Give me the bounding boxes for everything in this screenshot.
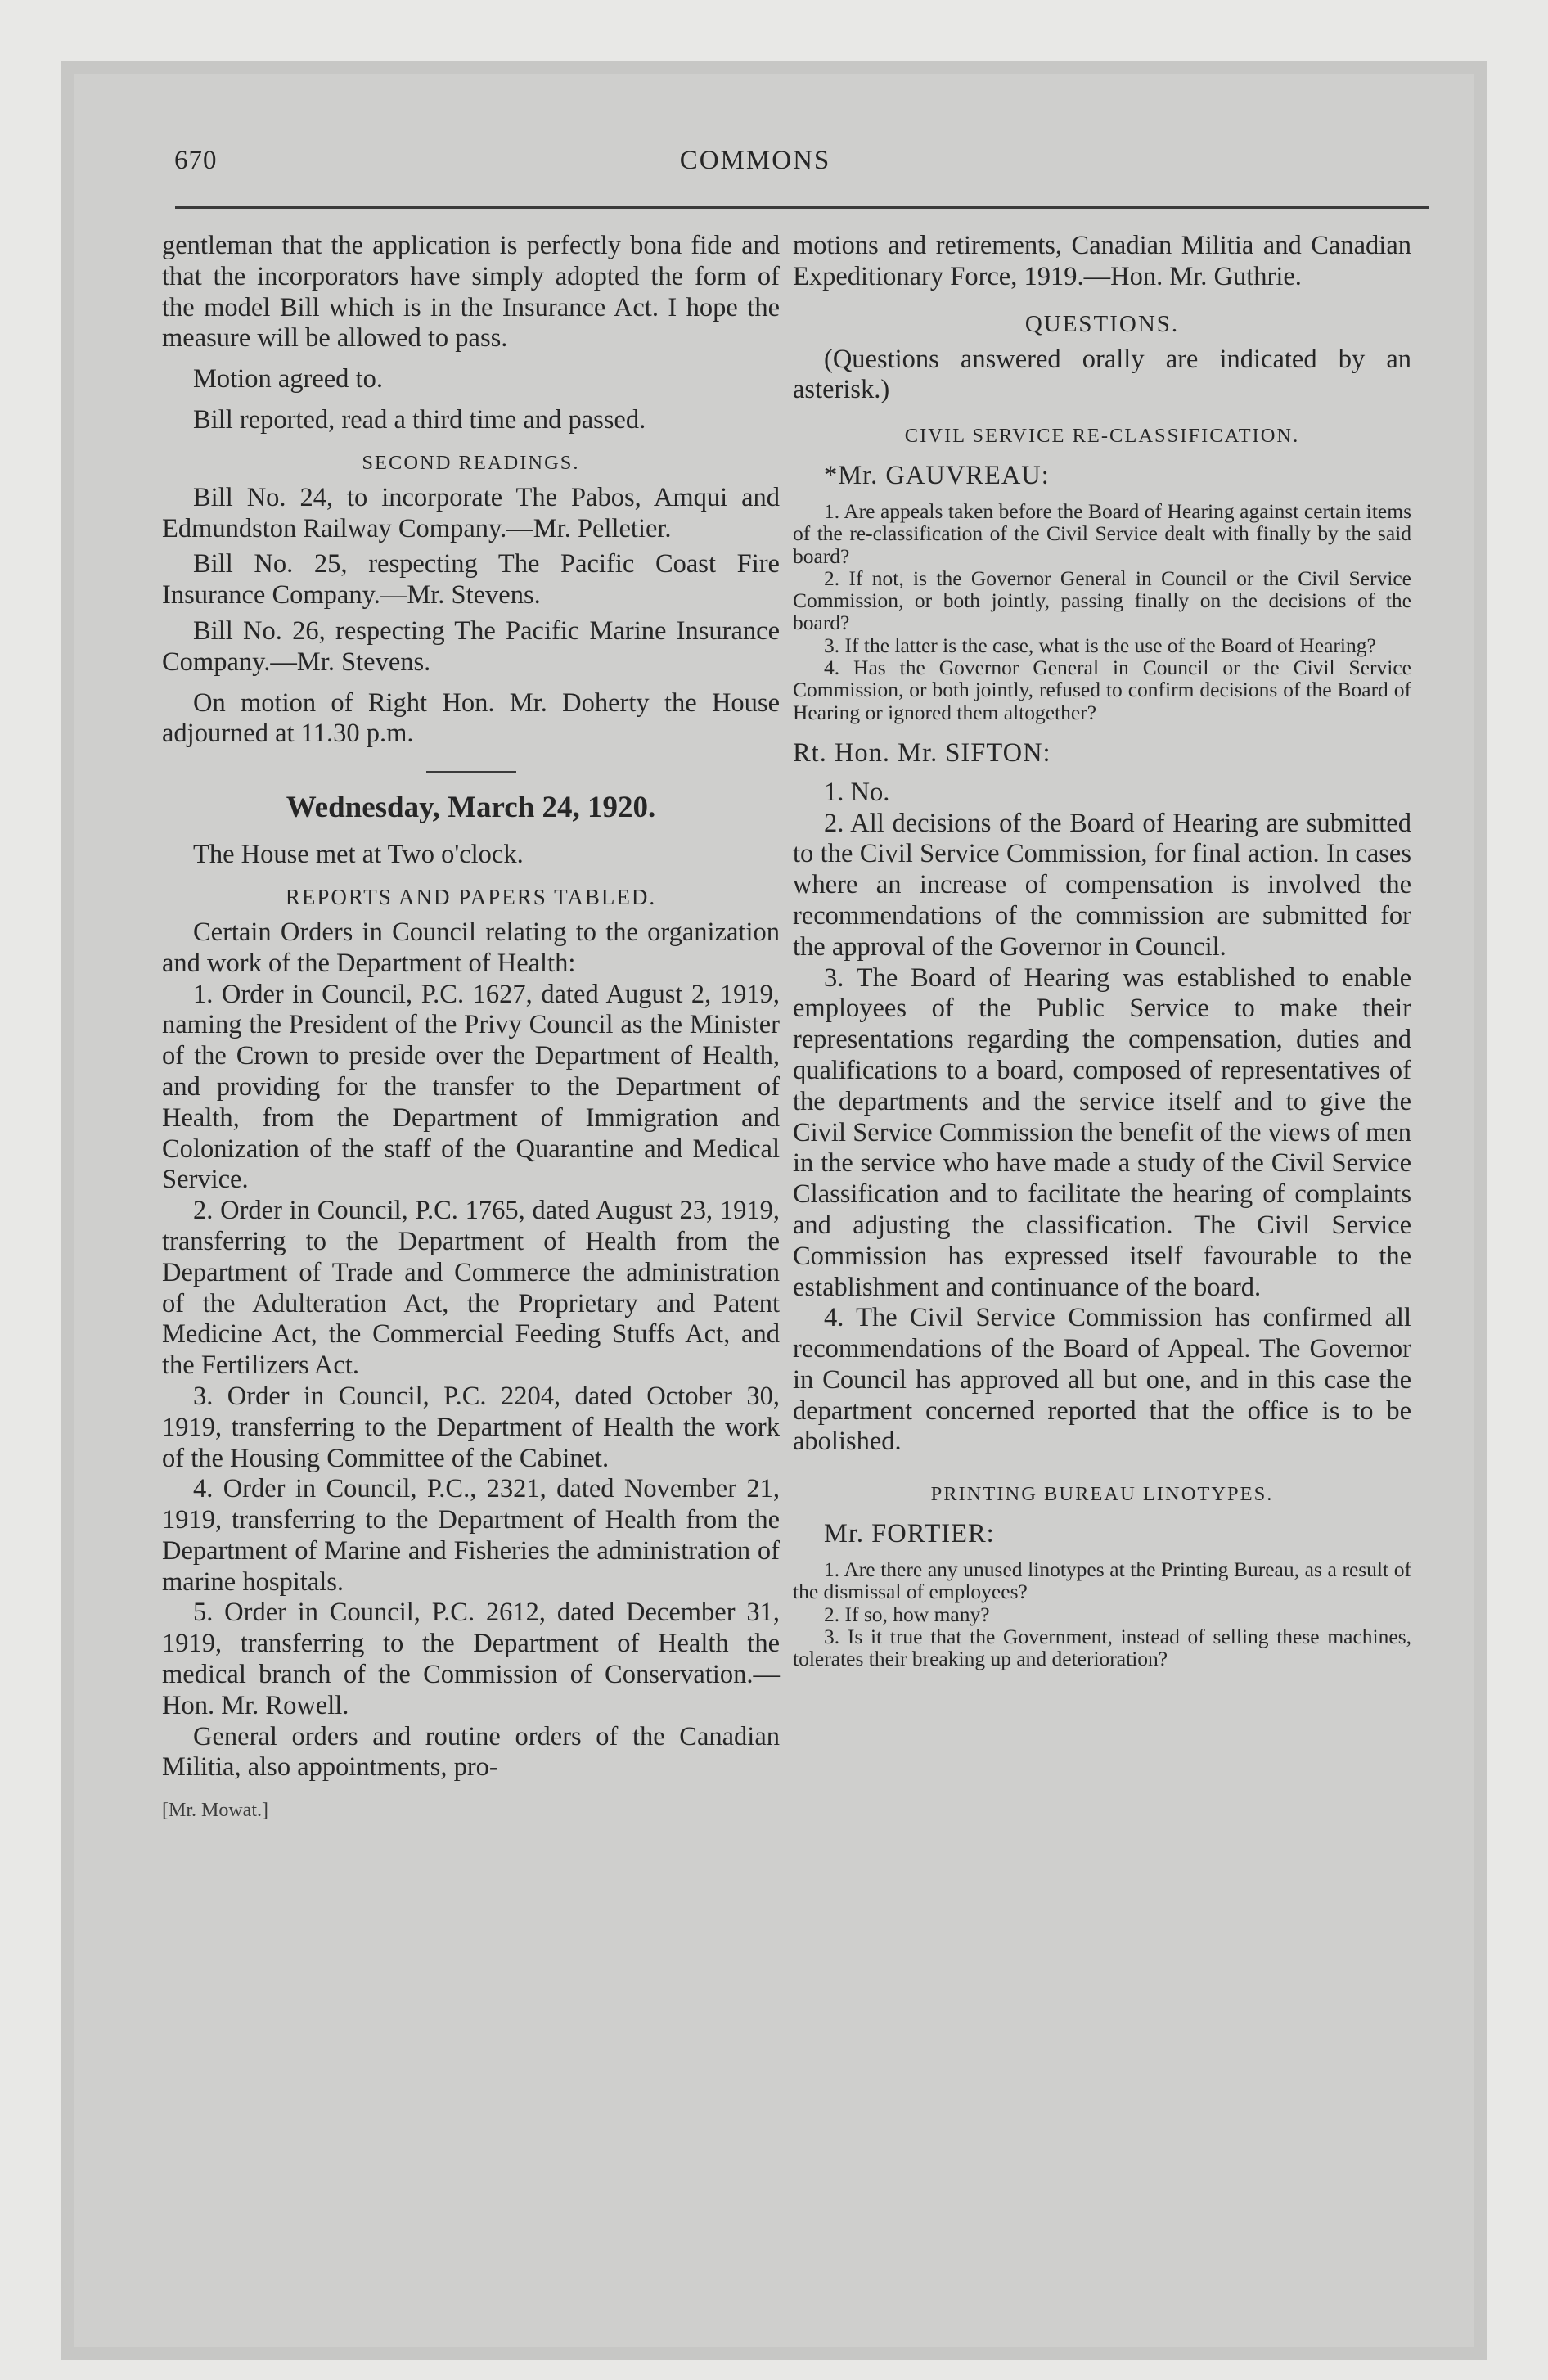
left-column xyxy=(162,231,780,1824)
general-orders-paragraph: General orders and routine orders of the Canadian Militia, also appointments, pro- xyxy=(162,1721,780,1783)
answer-item: 2. All decisions of the Board of Hearing are submitted to the Civil Service Commission, for final action. In cases where an increase of compensation is involved the recommendations of the commission are submitted for the approval of the Governor in Council. xyxy=(793,808,1411,962)
order-paragraph: 5. Order in Council, P.C. 2612, dated December 31, 1919, transferring to the Department of Health the medical branch of the Commission of Conservation.—Hon. Mr. Rowell. xyxy=(162,1598,780,1720)
house-met-paragraph: The House met at Two o'clock. xyxy=(193,840,524,870)
order-paragraph: 3. Order in Council, P.C. 2204, dated October 30, 1919, transferring to the Department of Health the work of the Housing Committee of the Cabinet. xyxy=(162,1381,780,1473)
bill-paragraph: Bill No. 26, respecting The Pacific Marine Insurance Company.—Mr. Stevens. xyxy=(162,615,780,677)
asker-name: Mr. FORTIER: xyxy=(824,1519,995,1549)
civil-service-heading: CIVIL SERVICE RE-CLASSIFICATION. xyxy=(904,425,1300,448)
bill-reported-paragraph: Bill reported, read a third time and passed. xyxy=(193,404,646,435)
question-item: 3. Is it true that the Government, instead of selling these machines, tolerates their breaking up and deterioration? xyxy=(793,1624,1411,1671)
speaker-footer: [Mr. Mowat.] xyxy=(162,1800,268,1822)
question-item: 1. Are there any unused linotypes at the Printing Bureau, as a result of the dismissal of employees? xyxy=(793,1557,1411,1604)
running-head: COMMONS xyxy=(679,146,831,175)
page-number: 670 xyxy=(174,146,218,175)
intro-paragraph: gentleman that the application is perfectly bona fide and that the incorporators have simply adopted the form of the model Bill which is in the Insurance Act. I hope the measure will be allowed to pass. xyxy=(162,231,780,354)
continuation-paragraph: motions and retirements, Canadian Militia and Canadian Expeditionary Force, 1919.—Hon. Mr. Guthrie. xyxy=(793,231,1411,291)
section-separator xyxy=(426,771,516,773)
order-paragraph: 4. Order in Council, P.C., 2321, dated November 21, 1919, transferring to the Department of Health from the Department of Marine and Fisheries the administration of marine hospitals. xyxy=(162,1474,780,1597)
second-readings-heading: SECOND READINGS. xyxy=(362,451,580,474)
day-heading: Wednesday, March 24, 1920. xyxy=(286,791,656,825)
responder-name: Rt. Hon. Mr. SIFTON: xyxy=(793,737,1051,768)
header-rule xyxy=(175,206,1429,209)
bill-paragraph: Bill No. 25, respecting The Pacific Coast Fire Insurance Company.—Mr. Stevens. xyxy=(162,549,780,611)
asker-name: *Mr. GAUVREAU: xyxy=(824,461,1050,491)
question-item: 3. If the latter is the case, what is the use of the Board of Hearing? xyxy=(824,633,1376,657)
page-header xyxy=(101,146,1410,183)
bill-paragraph: Bill No. 24, to incorporate The Pabos, Amqui and Edmundston Railway Company.—Mr. Pelletier. xyxy=(162,482,780,543)
question-item: 1. Are appeals taken before the Board of Hearing against certain items of the re-classification of the Civil Service dealt with finally by the said board? xyxy=(793,498,1411,568)
order-paragraph: 2. Order in Council, P.C. 1765, dated August 23, 1919, transferring to the Department of Health from the Department of Trade and Commerce the administration of the Adulteration Act, the Proprietary and Patent Medicine Act, the Commercial Feeding Stuffs Act, and the Fertilizers Act. xyxy=(162,1196,780,1381)
question-item: 2. If not, is the Governor General in Council or the Civil Service Commission, or both jointly, passing finally on the decisions of the board? xyxy=(793,566,1411,635)
order-paragraph: 1. Order in Council, P.C. 1627, dated August 2, 1919, naming the President of the Privy Council as the Minister of the Crown to preside over the Department of Health, and providing for the transfer to the Department of Health, from the Department of Immigration and Colonization of the staff of the Quarantine and Medical Service. xyxy=(162,979,780,1195)
questions-heading: QUESTIONS. xyxy=(1024,310,1180,337)
right-column xyxy=(793,231,1411,1670)
answer-item: 3. The Board of Hearing was established to enable employees of the Public Service to make their representations regarding the compensation, duties and qualifications to a board, composed of representatives of the departments and the service itself and to give the Civil Service Commission the benefit of the views of men in the service who have made a study of the Civil Service Classification and to facilitate the hearing of complaints and adjusting the classification. The Civil Service Commission has expressed itself favourable to the establishment and continuance of the board. xyxy=(793,962,1411,1302)
reports-heading: REPORTS AND PAPERS TABLED. xyxy=(285,884,657,909)
reports-intro-paragraph: Certain Orders in Council relating to the organization and work of the Department of Health: xyxy=(162,917,780,978)
questions-note: (Questions answered orally are indicated by an asterisk.) xyxy=(793,344,1411,405)
printing-bureau-heading: PRINTING BUREAU LINOTYPES. xyxy=(930,1483,1274,1506)
motion-paragraph: Motion agreed to. xyxy=(193,364,383,394)
answer-item: 1. No. xyxy=(824,777,890,807)
adjournment-paragraph: On motion of Right Hon. Mr. Doherty the House adjourned at 11.30 p.m. xyxy=(162,687,780,749)
question-item: 2. If so, how many? xyxy=(824,1602,990,1626)
question-item: 4. Has the Governor General in Council or the Civil Service Commission, or both jointly, refused to confirm decisions of the Board of Hearing or ignored them altogether? xyxy=(793,656,1411,724)
answer-item: 4. The Civil Service Commission has confirmed all recommendations of the Board of Appeal. The Governor in Council has approved all but one, and in this case the department concerned reported that the office is to be abolished. xyxy=(793,1303,1411,1457)
